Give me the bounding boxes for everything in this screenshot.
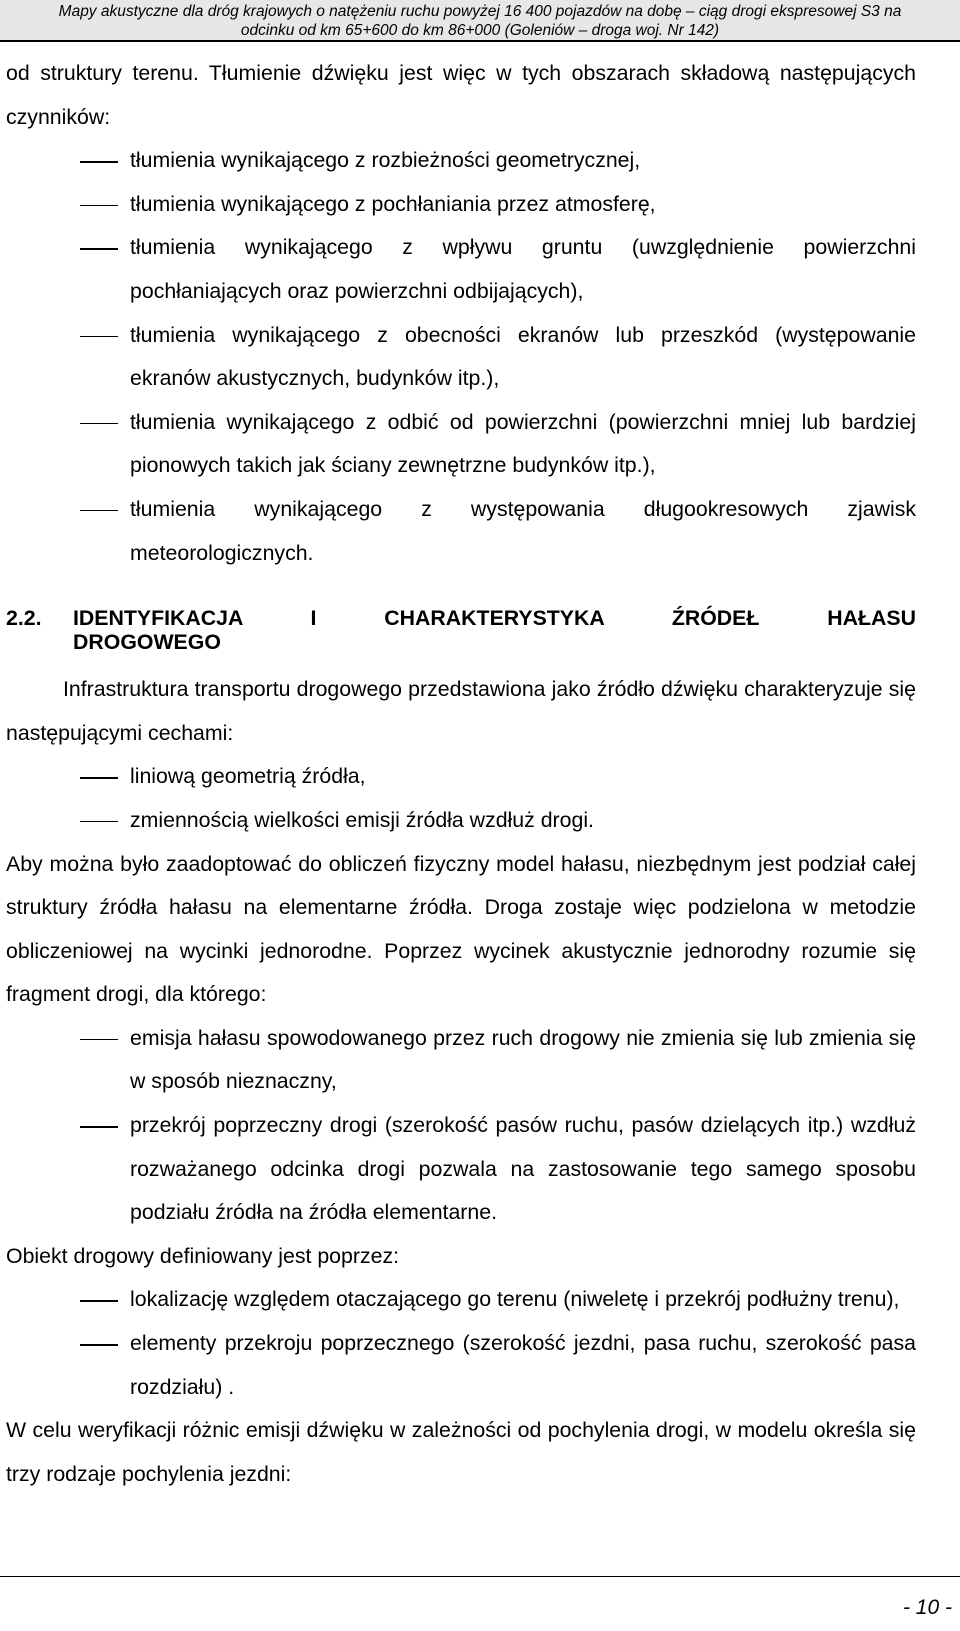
footer-rule [0,1576,960,1577]
object-paragraph: Obiekt drogowy definiowany jest poprzez: [6,1243,400,1268]
dash-bullet-icon [80,1126,118,1128]
dash-bullet-icon [80,423,118,425]
infrastructure-paragraph: Infrastruktura transportu drogowego przedstawiona jako źródło dźwięku charakteryzuje się następującymi cechami: [6,677,916,745]
list-item: przekrój poprzeczny drogi (szerokość pasów ruchu, pasów dzielących itp.) wzdłuż rozważanego odcinka drogi pozwala na zastosowanie tego samego sposobu podziału źródła na źródła elementarne. [6,1104,916,1235]
list-item: tłumienia wynikającego z wpływu gruntu (uwzględnienie powierzchni pochłaniających oraz powierzchni odbijających), [6,226,916,313]
object-definition-list [6,1278,916,1409]
dash-bullet-icon [80,205,118,207]
dash-bullet-icon [80,510,118,512]
source-features-list [6,755,916,842]
dash-bullet-icon [80,777,118,779]
section-number: 2.2. [6,606,42,631]
section-title [73,606,916,654]
list-item: tłumienia wynikającego z obecności ekranów lub przeszkód (występowanie ekranów akustycznych, budynków itp.), [6,314,916,401]
header-line-2: odcinku od km 65+600 do km 86+000 (Goleniów – droga woj. Nr 142) [240,22,720,39]
dash-bullet-icon [80,161,118,163]
list-item: liniową geometrią źródła, [6,755,916,799]
list-item: tłumienia wynikającego z rozbieżności geometrycznej, [6,139,916,183]
dash-bullet-icon [80,336,118,338]
list-item: elementy przekroju poprzecznego (szerokość jezdni, pasa ruchu, szerokość pasa rozdziału) . [6,1322,916,1409]
list-item: emisja hałasu spowodowanego przez ruch drogowy nie zmienia się lub zmienia się w sposób nieznaczny, [6,1017,916,1104]
section-title-line-1: IDENTYFIKACJA I CHARAKTERYSTYKA ŹRÓDEŁ HAŁASU [73,606,916,631]
section-title-line-2: DROGOWEGO [73,630,221,655]
page-number: - 10 - [902,1596,952,1619]
attenuation-factors-list [6,139,916,575]
intro-paragraph: od struktury terenu. Tłumienie dźwięku jest więc w tych obszarach składową następujących czynników: [6,61,916,129]
dash-bullet-icon [80,821,118,823]
segment-conditions-list [6,1017,916,1235]
dash-bullet-icon [80,248,118,250]
dash-bullet-icon [80,1300,118,1302]
final-paragraph: W celu weryfikacji różnic emisji dźwięku w zależności od pochylenia drogi, w modelu określa się trzy rodzaje pochylenia jezdni: [6,1418,916,1486]
list-item: tłumienia wynikającego z odbić od powierzchni (powierzchni mniej lub bardziej pionowych takich jak ściany zewnętrzne budynków itp.), [6,401,916,488]
list-item: tłumienia wynikającego z pochłaniania przez atmosferę, [6,183,916,227]
list-item: lokalizację względem otaczającego go terenu (niweletę i przekrój podłużny trenu), [6,1278,916,1322]
header-line-1: Mapy akustyczne dla dróg krajowych o natężeniu ruchu powyżej 16 400 pojazdów na dobę – ciąg drogi ekspresowej S3 na [58,3,902,20]
section-heading [6,606,916,654]
list-item: zmiennością wielkości emisji źródła wzdłuż drogi. [6,799,916,843]
model-paragraph: Aby można było zaadoptować do obliczeń fizyczny model hałasu, niezbędnym jest podział całej struktury źródła hałasu na elementarne źródła. Droga zostaje więc podzielona w metodzie obliczeniowej na wycinki jednorodne. Poprzez wycinek akustycznie jednorodny rozumie się fragment drogi, dla którego: [6,851,916,1007]
document-body [6,52,916,1496]
dash-bullet-icon [80,1039,118,1041]
dash-bullet-icon [80,1344,118,1346]
running-header [0,0,960,42]
list-item: tłumienia wynikającego z występowania długookresowych zjawisk meteorologicznych. [6,488,916,575]
